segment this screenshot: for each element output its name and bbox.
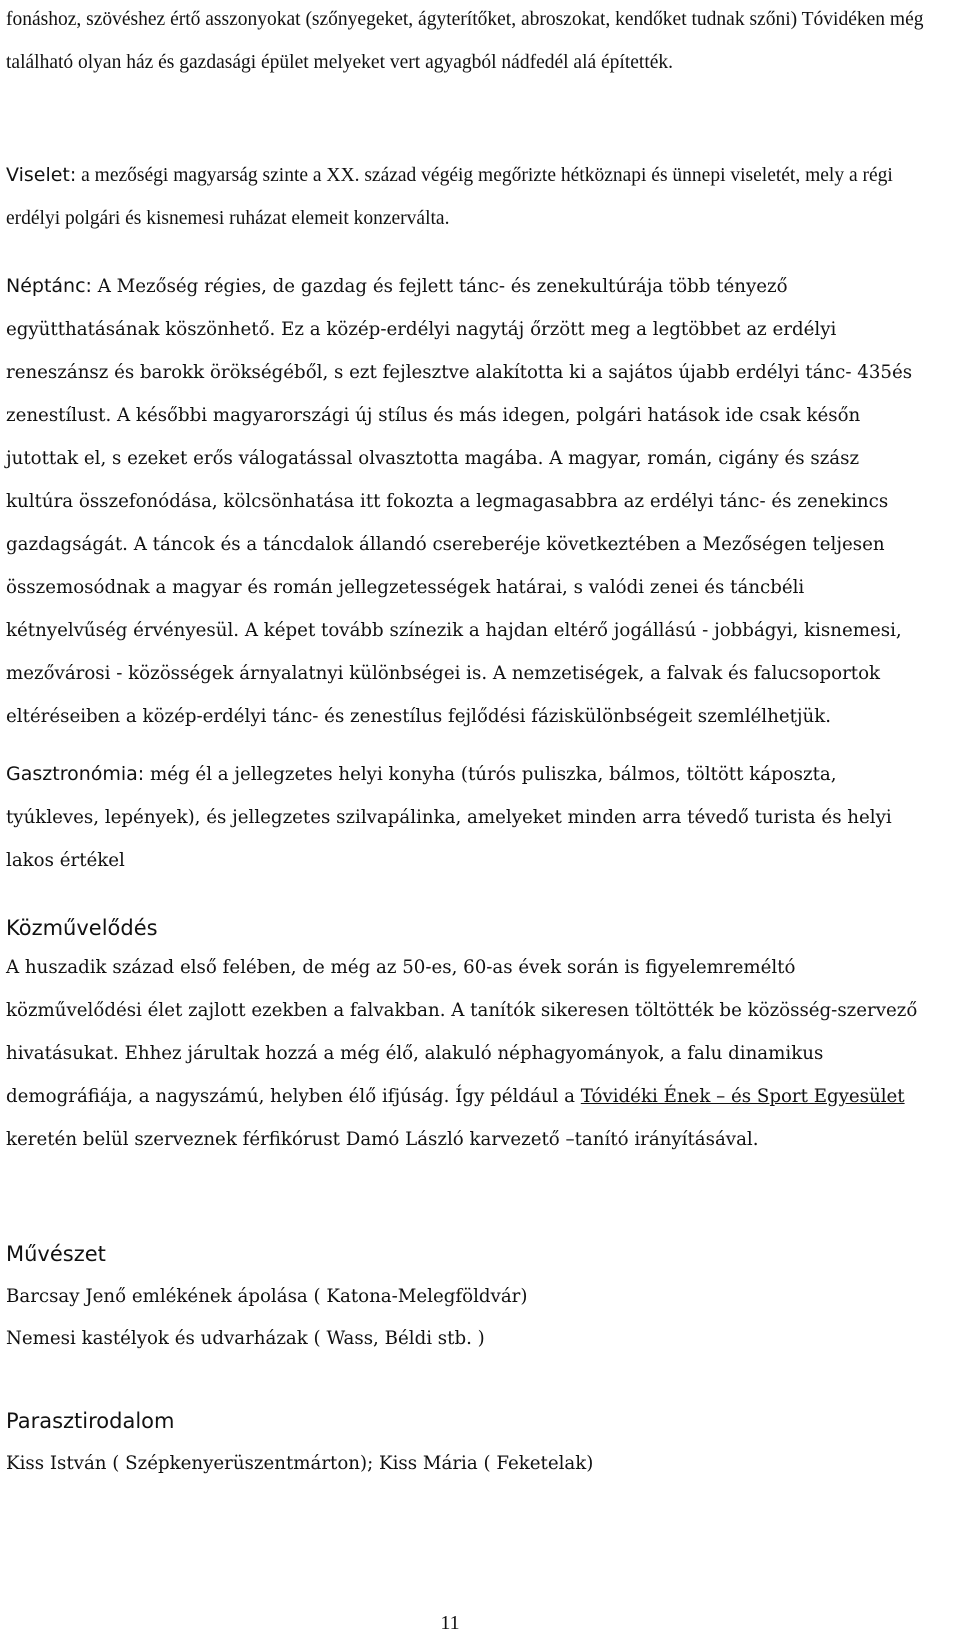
- intro-paragraph: [6, 0, 924, 84]
- gasztronomia-paragraph: [6, 753, 924, 882]
- association-link[interactable]: Tóvidéki Ének – és Sport Egyesület: [580, 1086, 905, 1107]
- kozmuvelodes-text-after: keretén belül szerveznek férfikórust Damó László karvezető –tanító irányításával.: [6, 1129, 759, 1150]
- page-number: 11: [440, 1612, 460, 1634]
- neptanc-text: A Mezőség régies, de gazdag és fejlett tánc- és zenekultúrája több tényező együtthatásának köszönhető. Ez a közép-erdélyi nagytáj őrzött meg a legtöbbet az erdélyi reneszánsz és barokk örökségéből, s ezt fejlesztve alakította ki a sajátos újabb erdélyi tánc- 435és zenestílust. A későbbi magyarországi új stílus és más idegen, polgári hatások ide csak későn jutottak el, s ezeket erős válogatással olvasztotta magába. A magyar, román, cigány és szász kultúra összefonódása, kölcsönhatása itt fokozta a legmagasabbra az erdélyi tánc- és zenekincs gazdagságát. A táncok és a táncdalok állandó csereberéje következtében a Mezőségen teljesen összemosódnak a magyar és román jellegzetességek határai, s valódi zenei és táncbéli kétnyelvűség érvényesül. A képet tovább színezik a hajdan eltérő jogállású - jobbágyi, kisnemesi, mezővárosi - közösségek árnyalatnyi különbségei is. A nemzetiségek, a falvak és falucsoportok eltéréseiben a közép-erdélyi tánc- és zenestílus fejlődési fáziskülönbségeit szemlélhetjük.: [6, 276, 913, 727]
- kozmuvelodes-paragraph: [6, 946, 924, 1161]
- intro-text: fonáshoz, szövéshez értő asszonyokat (szőnyegeket, ágyterítőket, abroszokat, kendőket tudnak szőni) Tóvidéken még található olyan ház és gazdasági épület melyeket vert agyagból nádfedél alá építették.: [6, 9, 924, 73]
- viselet-paragraph: [6, 154, 924, 240]
- gasztronomia-label: Gasztronómia:: [6, 763, 145, 785]
- neptanc-label: Néptánc:: [6, 275, 92, 297]
- viselet-text: a mezőségi magyarság szinte a XX. század végéig megőrizte hétköznapi és ünnepi viseletét, mely a régi erdélyi polgári és kisnemesi ruházat elemeit konzerválta.: [6, 165, 893, 229]
- viselet-label: Viselet:: [6, 164, 77, 186]
- neptanc-paragraph: [6, 265, 924, 738]
- parasztirodalom-text: Kiss István ( Szépkenyerüszentmárton); Kiss Mária ( Feketelak): [6, 1453, 594, 1474]
- parasztirodalom-heading: Parasztirodalom: [6, 1409, 175, 1433]
- muveszet-heading: Művészet: [6, 1242, 106, 1266]
- muveszet-line-2: Nemesi kastélyok és udvarházak ( Wass, Béldi stb. ): [6, 1328, 485, 1349]
- gasztronomia-text: még él a jellegzetes helyi konyha (túrós puliszka, bálmos, töltött káposzta, tyúkleves, lepények), és jellegzetes szilvapálinka, amelyeket minden arra tévedő turista és helyi lakos értékel: [6, 764, 892, 871]
- kozmuvelodes-heading: Közművelődés: [6, 916, 158, 940]
- muveszet-line-1: Barcsay Jenő emlékének ápolása ( Katona-Melegföldvár): [6, 1286, 528, 1307]
- kozmuvelodes-text-before: A huszadik század első felében, de még az 50-es, 60-as évek során is figyelemreméltó közművelődési élet zajlott ezekben a falvakban. A tanítók sikeresen töltötték be közösség-szervező hivatásukat. Ehhez járultak hozzá a még élő, alakuló néphagyományok, a falu dinamikus demográfiája, a nagyszámú, helyben élő ifjúság. Így például a: [6, 957, 918, 1107]
